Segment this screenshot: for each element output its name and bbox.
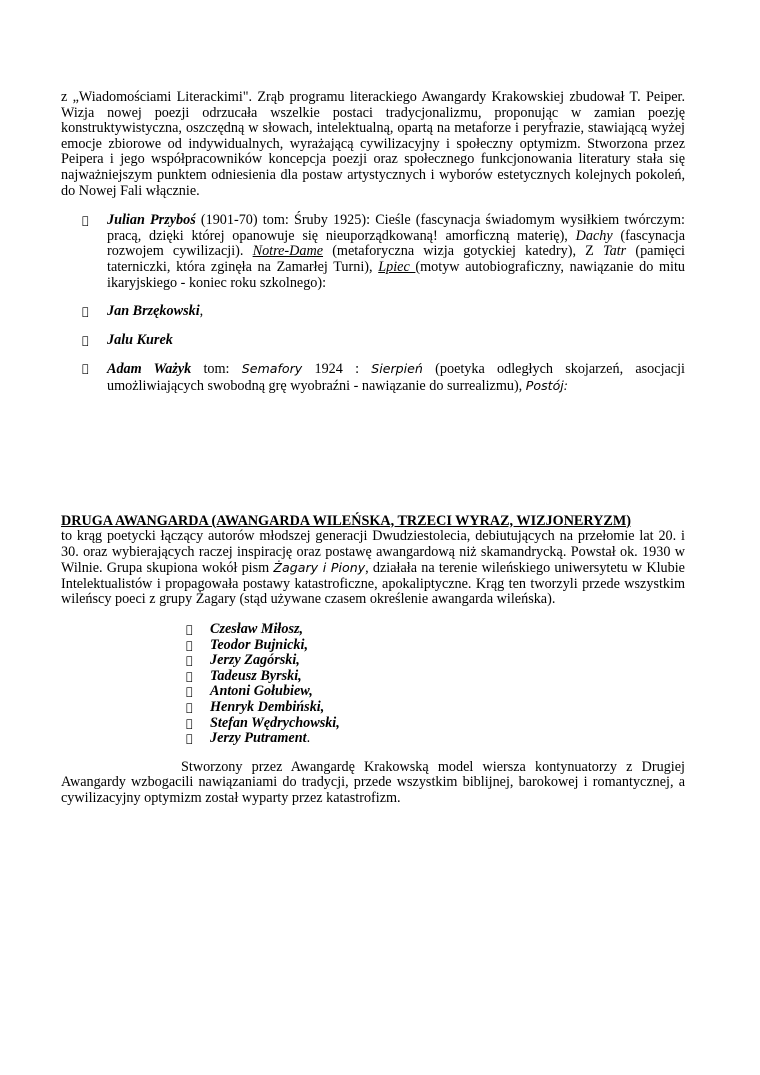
list-item: Czesław Miłosz, (186, 622, 685, 638)
bullet-icon (82, 361, 89, 377)
druga-paragraph: to krąg poetycki łączący autorów młodszej generacji Dwudziestolecia, debiutujących na przełomie lat 20. i 30. oraz wybierających raczej inspirację oraz postawę awangardową niż skamandrycką. Powstał ok. 1930 w Wilnie. Grupa skupiona wokół pism Żagary i Piony, działała na terenie wileńskiego uniwersytetu w Klubie Intelektualistów i propagowała postawy katastroficzne, apokaliptyczne. Krąg ten tworzyli przede wszystkim wileńscy poeci z grupy Żagary (stąd używane czasem określenie awangarda wileńska). (61, 528, 685, 608)
druga-awangarda-section (61, 514, 685, 609)
list-item-kurek (61, 333, 685, 349)
list-item-przybos: Julian Przyboś (1901-70) tom: Śruby 1925): Cieśle (fascynacja świadomym wysiłkiem twórczym: pracą, dzięki której opanowuje się nieuporządkowaną! amorficzną materię), Dachy (fascynacja rozwojem cywilizacji). Notre-Dame (metaforyczna wizja gotyckiej katedry), Z Tatr (pamięci taterniczki, która zginęła na Zamarłej Turni), Lpiec (motyw autobiograficzny, nawiązanie do mitu ikaryjskiego - koniec roku szkolnego): (61, 213, 685, 291)
bullet-icon (186, 731, 193, 747)
list-item: Antoni Gołubiew, (186, 684, 685, 700)
intro-paragraph: z „Wiadomościami Literackimi". Zrąb programu literackiego Awangardy Krakowskiej zbudował T. Peiper. Wizja nowej poezji odrzucała wszelkie postaci tradycjonalizmu, proponując w zamian poezję konstruktywistyczna, oszczędną w słowach, intelektualną, opartą na metaforze i peryfrazie, stawiającą wyżej emocje zbiorowe od indywidualnych, wyrażającą cywilizacyjny i społeczny optymizm. Stworzona przez Peipera i jego współpracowników koncepcja poezji oraz społecznego funkcjonowania literatury stała się najważniejszym punktem odniesienia dla postaw artystycznych i wyborów estetycznych kolejnych pokoleń, do Nowej Fali włącznie. (61, 89, 685, 199)
poets-list (186, 622, 685, 747)
bullet-icon (186, 638, 193, 654)
bullet-icon (186, 716, 193, 732)
bullet-icon (186, 653, 193, 669)
poet-name: Jalu Kurek (107, 331, 173, 348)
bullet-icon (186, 700, 193, 716)
list-item: Jerzy Putrament. (186, 731, 685, 747)
poet-name: Jan Brzękowski (107, 303, 200, 320)
poet-name: Julian Przyboś (107, 212, 196, 229)
bullet-icon (186, 684, 193, 700)
closing-paragraph: Stworzony przez Awangardę Krakowską model wiersza kontynuatorzy z Drugiej Awangardy wzbogacili nawiązaniami do tradycji, przede wszystkim biblijnej, barokowej i romantycznej, a cywilizacyjny optymizm został wyparty przez katastrofizm. (61, 758, 685, 806)
bullet-icon (186, 669, 193, 685)
list-item: Jerzy Zagórski, (186, 653, 685, 669)
notre-dame-link: Notre-Dame (252, 243, 324, 260)
lipiec-link: Lpiec (378, 258, 416, 275)
bullet-icon (186, 622, 193, 638)
bullet-icon (82, 333, 89, 349)
section-heading: DRUGA AWANGARDA (AWANGARDA WILEŃSKA, TRZECI WYRAZ, WIZJONERYZM) (61, 512, 631, 529)
bullet-icon (82, 304, 89, 320)
poet-name: Adam Ważyk (107, 361, 192, 378)
document-page (61, 90, 685, 807)
list-item-wazyk: Adam Ważyk tom: Semafory 1924 : Sierpień (poetyka odległych skojarzeń, asocjacji umożliwiających swobodną grę wyobraźni - nawiązanie do surrealizmu), Postój: (61, 361, 685, 394)
list-item: Tadeusz Byrski, (186, 669, 685, 685)
list-item-brzekowski: Jan Brzękowski, (61, 304, 685, 320)
list-item: Stefan Wędrychowski, (186, 716, 685, 732)
list-item: Teodor Bujnicki, (186, 638, 685, 654)
bullet-icon (82, 213, 89, 229)
list-item: Henryk Dembiński, (186, 700, 685, 716)
